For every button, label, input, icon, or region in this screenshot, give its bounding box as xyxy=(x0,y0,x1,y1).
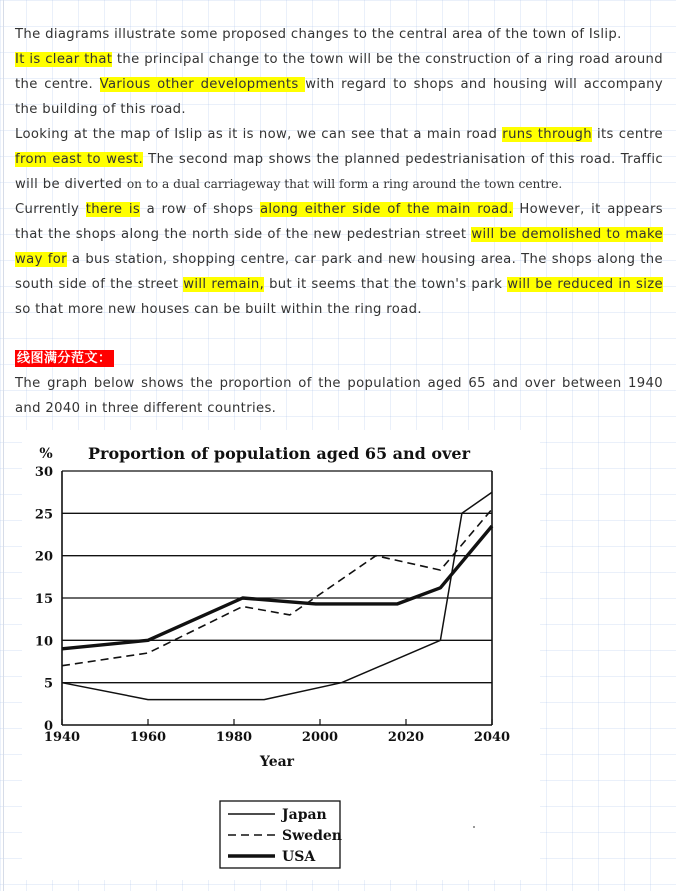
highlighted-phrase: will be demolished to make way for xyxy=(15,227,664,267)
x-tick-label: 2040 xyxy=(473,730,511,745)
section-gap xyxy=(15,322,663,346)
x-tick-label: 1940 xyxy=(43,730,81,745)
highlighted-phrase: runs through xyxy=(502,127,592,142)
article-paragraph xyxy=(15,22,663,47)
chart-intro-text: The graph below shows the proportion of the population aged 65 and over between 1940 and 2040 in three different countries. xyxy=(15,376,663,416)
paragraph-text: but it seems that the town's park xyxy=(264,277,508,292)
y-axis-unit: % xyxy=(39,446,53,462)
paragraph-text: with regard to shops and housing will accompany the building of this road. xyxy=(15,77,664,117)
y-tick-label: 5 xyxy=(43,676,53,692)
x-axis-label: Year xyxy=(259,754,295,770)
article-paragraph xyxy=(15,122,663,197)
article-paragraph xyxy=(15,47,663,122)
y-tick-label: 25 xyxy=(34,507,53,523)
paragraph-text: so that more new houses can be built within the ring road. xyxy=(15,302,422,317)
y-tick-label: 20 xyxy=(34,549,53,565)
highlighted-phrase: It is clear that xyxy=(15,52,113,67)
line-chart-figure xyxy=(22,430,540,880)
article-paragraph xyxy=(15,197,663,322)
legend-label: Sweden xyxy=(282,828,342,844)
highlighted-phrase: from east to west. xyxy=(15,152,144,167)
highlighted-phrase: will remain, xyxy=(183,277,265,292)
x-tick-label: 1980 xyxy=(215,730,253,745)
scan-speck xyxy=(473,826,475,828)
paragraph-text: on to a dual carriageway that will form a ring around the town centre. xyxy=(126,177,563,191)
paragraph-text: a row of shops xyxy=(140,202,260,217)
chart-title: Proportion of population aged 65 and over xyxy=(87,444,471,463)
section-heading: 线图满分范文： xyxy=(17,351,112,366)
highlighted-phrase: Various other developments xyxy=(99,77,306,92)
x-tick-label: 1960 xyxy=(129,730,167,745)
paragraph-text: a bus station, shopping centre, car park and new housing area. The shops along the south side of the street xyxy=(15,252,663,292)
paragraph-text: the principal change to the town will be the construction of a ring road around the centre. xyxy=(15,52,663,92)
x-tick-label: 2020 xyxy=(387,730,425,745)
highlighted-phrase: will be reduced in size xyxy=(507,277,663,292)
series-line-japan xyxy=(62,492,492,699)
paragraph-text: Currently xyxy=(15,202,86,217)
article-body xyxy=(15,22,663,421)
y-tick-label: 15 xyxy=(34,592,53,607)
paragraph-text: The diagrams illustrate some proposed changes to the central area of the town of Islip. xyxy=(15,27,622,42)
paragraph-text: The second map shows the planned pedestrianisation of this road. Traffic will be diverted xyxy=(15,152,664,192)
y-tick-label: 10 xyxy=(34,634,53,650)
line-chart xyxy=(22,430,540,880)
x-tick-label: 2000 xyxy=(301,730,339,745)
paragraph-text: Looking at the map of Islip as it is now, we can see that a main road xyxy=(15,127,503,142)
series-line-usa xyxy=(62,526,492,649)
y-tick-label: 30 xyxy=(34,465,53,480)
highlighted-phrase: along either side of the main road. xyxy=(259,202,513,217)
paragraph-text: its centre xyxy=(592,127,664,142)
y-tick-label: 0 xyxy=(43,719,53,734)
legend-label: Japan xyxy=(282,807,327,823)
legend-label: USA xyxy=(282,849,316,865)
paragraph-text: However, it appears that the shops along the north side of the new pedestrian street xyxy=(15,202,663,242)
page-left-rule xyxy=(3,0,4,891)
article-paragraphs xyxy=(15,22,663,322)
highlighted-phrase: there is xyxy=(85,202,141,217)
